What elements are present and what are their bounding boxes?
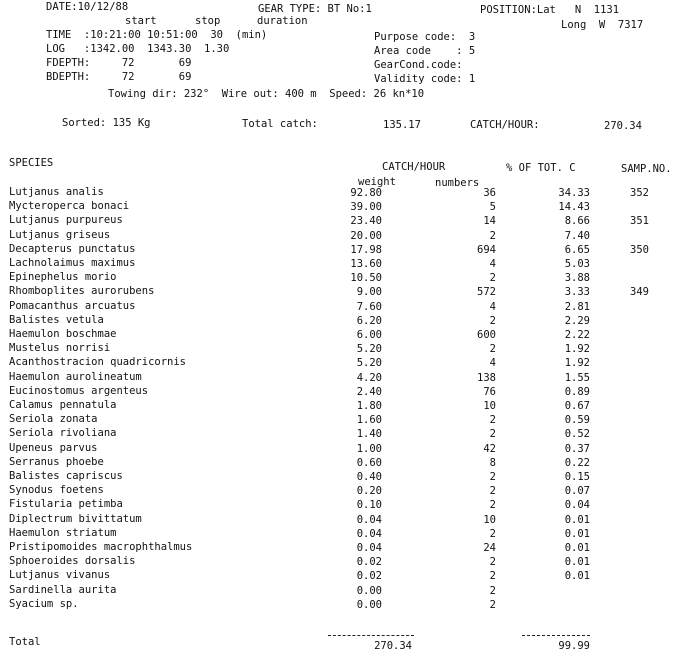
weight-cell: 17.98 (350, 244, 382, 256)
weight-cell: 0.04 (356, 514, 382, 526)
weight-cell: 20.00 (350, 230, 382, 242)
weight-heading: weight (358, 176, 396, 188)
numbers-cell: 4 (489, 301, 496, 313)
fdepth-row: FDEPTH: 72 69 (46, 57, 192, 69)
weight-cell: 39.00 (350, 201, 382, 213)
report-date: DATE:10/12/88 (46, 1, 129, 13)
species-name: Balistes capriscus (9, 470, 123, 482)
weight-cell: 1.80 (356, 400, 382, 412)
total-weight-rule (328, 635, 414, 636)
numbers-cell: 5 (489, 201, 496, 213)
pct-heading: % OF TOT. C (506, 162, 576, 174)
species-name: Fistularia petimba (9, 498, 123, 510)
position-lat: POSITION:Lat N 1131 (480, 4, 620, 16)
numbers-cell: 600 (477, 329, 496, 341)
weight-cell: 92.80 (350, 187, 382, 199)
weight-cell: 0.02 (356, 570, 382, 582)
species-name: Seriola rivoliana (9, 427, 117, 439)
species-name: Haemulon striatum (9, 527, 117, 539)
species-name: Lutjanus analis (9, 186, 104, 198)
weight-cell: 13.60 (350, 258, 382, 270)
pct-cell: 1.92 (564, 343, 590, 355)
numbers-cell: 2 (489, 230, 496, 242)
col-stop-label: stop (195, 15, 221, 27)
species-name: Pristipomoides macrophthalmus (9, 541, 193, 553)
pct-cell: 5.03 (564, 258, 590, 270)
weight-cell: 0.00 (356, 599, 382, 611)
species-name: Sphoeroides dorsalis (9, 555, 136, 567)
pct-cell: 34.33 (558, 187, 590, 199)
numbers-cell: 2 (489, 485, 496, 497)
pct-cell: 0.01 (564, 556, 590, 568)
numbers-cell: 2 (489, 599, 496, 611)
species-name: Haemulon boschmae (9, 328, 117, 340)
species-name: Eucinostomus argenteus (9, 385, 149, 397)
species-name: Synodus foetens (9, 484, 104, 496)
weight-cell: 0.10 (356, 499, 382, 511)
position-long: Long W 7317 (561, 19, 644, 31)
species-name: Haemulon aurolineatum (9, 371, 142, 383)
numbers-cell: 2 (489, 428, 496, 440)
numbers-cell: 10 (483, 514, 496, 526)
weight-cell: 6.00 (356, 329, 382, 341)
weight-cell: 5.20 (356, 343, 382, 355)
weight-cell: 6.20 (356, 315, 382, 327)
pct-cell: 1.55 (564, 372, 590, 384)
numbers-cell: 2 (489, 528, 496, 540)
numbers-cell: 36 (483, 187, 496, 199)
species-name: Rhomboplites aurorubens (9, 285, 155, 297)
gear-type: GEAR TYPE: BT No:1 (258, 3, 372, 15)
col-duration-label: duration (257, 15, 308, 27)
log-row: LOG :1342.00 1343.30 1.30 (46, 43, 230, 55)
weight-cell: 10.50 (350, 272, 382, 284)
samp-cell: 349 (630, 286, 649, 298)
pct-cell: 3.33 (564, 286, 590, 298)
numbers-cell: 76 (483, 386, 496, 398)
pct-cell: 7.40 (564, 230, 590, 242)
pct-cell: 0.01 (564, 570, 590, 582)
total-label: Total (9, 636, 41, 648)
pct-cell: 0.59 (564, 414, 590, 426)
samp-heading: SAMP.NO. (621, 163, 672, 175)
purpose-code: Purpose code: 3 (374, 31, 476, 43)
numbers-cell: 24 (483, 542, 496, 554)
species-heading: SPECIES (9, 157, 54, 169)
numbers-cell: 8 (489, 457, 496, 469)
numbers-cell: 2 (489, 570, 496, 582)
pct-cell: 8.66 (564, 215, 590, 227)
numbers-cell: 2 (489, 315, 496, 327)
numbers-cell: 2 (489, 414, 496, 426)
samp-cell: 351 (630, 215, 649, 227)
total-catch-label: Total catch: (242, 118, 318, 130)
samp-cell: 352 (630, 187, 649, 199)
pct-cell: 2.81 (564, 301, 590, 313)
pct-cell: 0.89 (564, 386, 590, 398)
pct-cell: 0.15 (564, 471, 590, 483)
numbers-cell: 10 (483, 400, 496, 412)
towing-info: Towing dir: 232° Wire out: 400 m Speed: 26 kn*10 (108, 88, 425, 100)
species-name: Serranus phoebe (9, 456, 104, 468)
species-name: Balistes vetula (9, 314, 104, 326)
numbers-cell: 4 (489, 357, 496, 369)
total-catch-value: 135.17 (383, 119, 421, 131)
pct-cell: 14.43 (558, 201, 590, 213)
pct-cell: 0.01 (564, 542, 590, 554)
species-name: Decapterus punctatus (9, 243, 136, 255)
catch-hour-label: CATCH/HOUR: (470, 119, 540, 131)
species-name: Pomacanthus arcuatus (9, 300, 136, 312)
pct-cell: 3.88 (564, 272, 590, 284)
pct-cell: 0.04 (564, 499, 590, 511)
species-name: Mycteroperca bonaci (9, 200, 130, 212)
pct-cell: 0.01 (564, 514, 590, 526)
weight-cell: 2.40 (356, 386, 382, 398)
time-row: TIME :10:21:00 10:51:00 30 (min) (46, 29, 268, 41)
weight-cell: 0.02 (356, 556, 382, 568)
pct-cell: 0.22 (564, 457, 590, 469)
numbers-cell: 42 (483, 443, 496, 455)
species-name: Calamus pennatula (9, 399, 117, 411)
numbers-heading: numbers (435, 177, 480, 189)
weight-cell: 7.60 (356, 301, 382, 313)
numbers-cell: 138 (477, 372, 496, 384)
species-name: Lutjanus vivanus (9, 569, 111, 581)
weight-cell: 4.20 (356, 372, 382, 384)
pct-cell: 0.37 (564, 443, 590, 455)
total-pct-rule (522, 635, 590, 636)
samp-cell: 350 (630, 244, 649, 256)
weight-cell: 9.00 (356, 286, 382, 298)
pct-cell: 0.67 (564, 400, 590, 412)
species-name: Mustelus norrisi (9, 342, 111, 354)
col-start-label: start (125, 15, 157, 27)
weight-cell: 0.40 (356, 471, 382, 483)
pct-cell: 0.01 (564, 528, 590, 540)
species-name: Upeneus parvus (9, 442, 98, 454)
weight-cell: 23.40 (350, 215, 382, 227)
pct-cell: 2.29 (564, 315, 590, 327)
numbers-cell: 2 (489, 471, 496, 483)
species-name: Sardinella aurita (9, 584, 117, 596)
weight-cell: 1.60 (356, 414, 382, 426)
sorted-weight: Sorted: 135 Kg (62, 117, 151, 129)
species-name: Acanthostracion quadricornis (9, 356, 187, 368)
species-name: Epinephelus morio (9, 271, 117, 283)
numbers-cell: 2 (489, 343, 496, 355)
numbers-cell: 572 (477, 286, 496, 298)
numbers-cell: 14 (483, 215, 496, 227)
weight-cell: 1.00 (356, 443, 382, 455)
weight-cell: 1.40 (356, 428, 382, 440)
numbers-cell: 2 (489, 556, 496, 568)
numbers-cell: 2 (489, 585, 496, 597)
bdepth-row: BDEPTH: 72 69 (46, 71, 192, 83)
catch-hour-value: 270.34 (604, 120, 642, 132)
species-name: Syacium sp. (9, 598, 79, 610)
area-code: Area code : 5 (374, 45, 476, 57)
numbers-cell: 694 (477, 244, 496, 256)
species-name: Lutjanus griseus (9, 229, 111, 241)
weight-cell: 0.60 (356, 457, 382, 469)
weight-cell: 0.04 (356, 528, 382, 540)
numbers-cell: 4 (489, 258, 496, 270)
pct-cell: 0.52 (564, 428, 590, 440)
weight-cell: 0.04 (356, 542, 382, 554)
catch-hour-heading: CATCH/HOUR (382, 161, 446, 173)
validity-code: Validity code: 1 (374, 73, 476, 85)
numbers-cell: 2 (489, 499, 496, 511)
total-pct: 99.99 (558, 640, 590, 652)
pct-cell: 6.65 (564, 244, 590, 256)
species-name: Diplectrum bivittatum (9, 513, 142, 525)
pct-cell: 0.07 (564, 485, 590, 497)
species-name: Lachnolaimus maximus (9, 257, 136, 269)
gear-cond-code: GearCond.code: (374, 59, 463, 71)
weight-cell: 5.20 (356, 357, 382, 369)
species-name: Lutjanus purpureus (9, 214, 123, 226)
numbers-cell: 2 (489, 272, 496, 284)
weight-cell: 0.20 (356, 485, 382, 497)
pct-cell: 2.22 (564, 329, 590, 341)
total-weight: 270.34 (374, 640, 412, 652)
species-name: Seriola zonata (9, 413, 98, 425)
pct-cell: 1.92 (564, 357, 590, 369)
weight-cell: 0.00 (356, 585, 382, 597)
